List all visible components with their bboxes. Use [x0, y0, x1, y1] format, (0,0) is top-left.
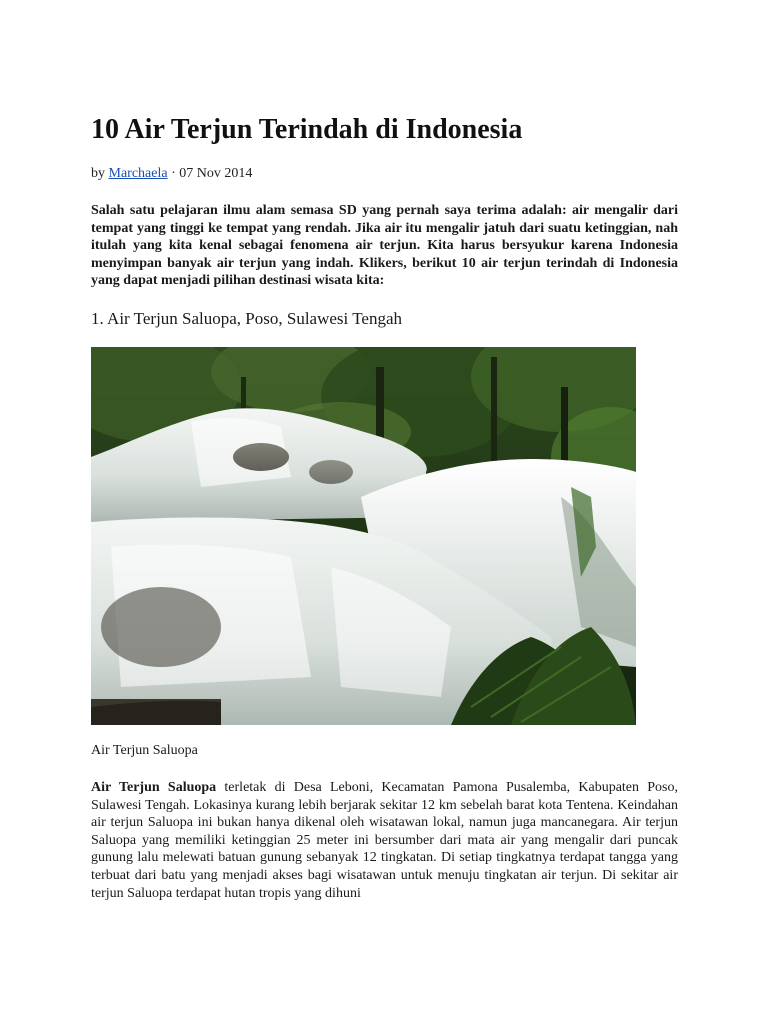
body-paragraph	[91, 779, 678, 905]
byline	[91, 165, 252, 183]
waterfall-photo	[91, 347, 636, 725]
body-text: terletak di Desa Leboni, Kecamatan Pamona Pusalemba, Kabupaten Poso, Sulawesi Tengah. Lokasinya kurang lebih berjarak sekitar 12 km sebelah barat kota Tentena. Keindahan air terjun Saluopa ini bukan hanya dikenal oleh wisatawan lokal, namun juga mancanegara. Air terjun Saluopa yang memiliki ketinggian 25 meter ini bersumber dari mata air yang mengalir dari puncak gunung lalu melewati batuan gunung sebanyak 12 tingkatan. Di setiap tingkatnya terdapat tangga yang terbuat dari batu yang menjadi akses bagi wisatawan untuk menuju tingkatan air terjun. Di sekitar air terjun Saluopa terdapat hutan tropis yang dihuni	[91, 780, 678, 901]
author-link[interactable]: Marchaela	[108, 166, 168, 181]
article-title: 10 Air Terjun Terindah di Indonesia	[91, 114, 523, 145]
byline-prefix: by	[91, 166, 109, 181]
section-heading: 1. Air Terjun Saluopa, Poso, Sulawesi Tengah	[91, 309, 402, 328]
publish-date: 07 Nov 2014	[179, 166, 253, 181]
byline-separator: ·	[167, 166, 180, 181]
intro-paragraph: Salah satu pelajaran ilmu alam semasa SD yang pernah saya terima adalah: air mengalir dari tempat yang tinggi ke tempat yang rendah. Jika air itu mengalir jatuh dari suatu ketinggian, nah itulah yang kita kenal sebagai fenomena air terjun. Kita harus bersyukur karena Indonesia menyimpan banyak air terjun yang indah. Klikers, berikut 10 air terjun terindah di Indonesia yang dapat menjadi pilihan destinasi wisata kita:	[91, 203, 678, 289]
body-lead: Air Terjun Saluopa	[91, 780, 217, 795]
photo-caption: Air Terjun Saluopa	[91, 743, 198, 758]
